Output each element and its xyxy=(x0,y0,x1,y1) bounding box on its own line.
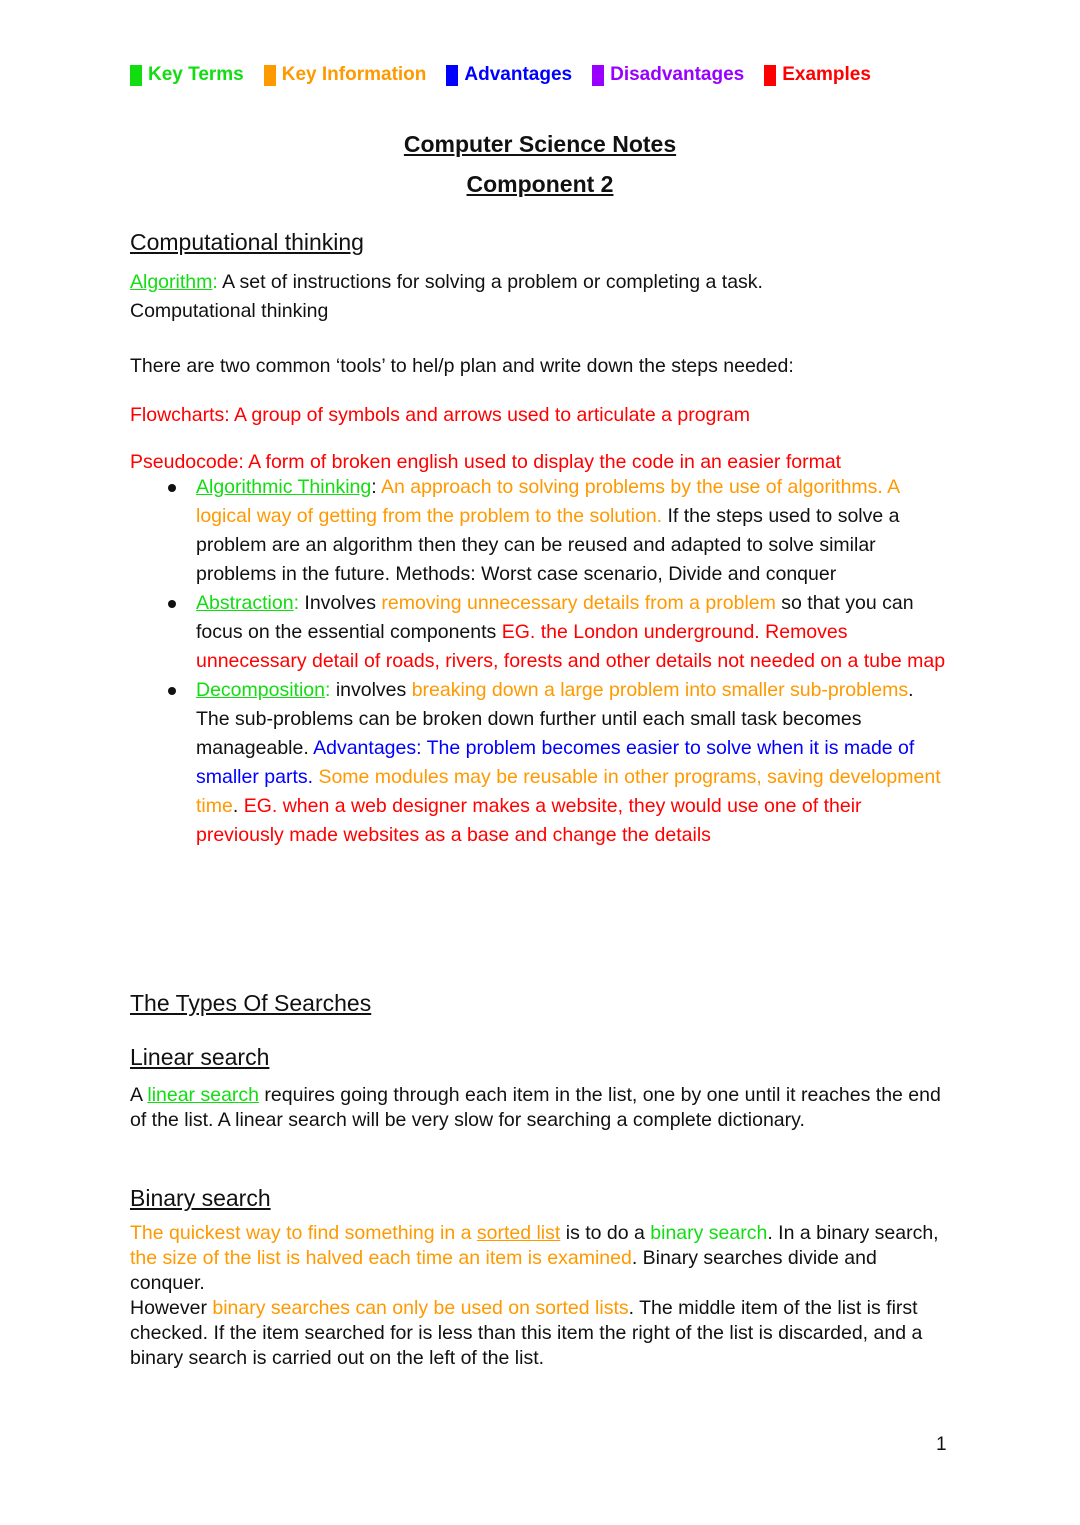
text-segment: : xyxy=(371,476,381,498)
legend-key-terms xyxy=(130,64,244,86)
bullet-abstraction xyxy=(130,589,950,676)
text-segment: . In a binary search, xyxy=(767,1222,939,1244)
page-number: 1 xyxy=(936,1434,947,1455)
text-segment: involves xyxy=(335,679,412,701)
bullet-list xyxy=(130,473,950,850)
text-segment: Advantages: The problem becomes easier to solve when it is made of smaller parts. xyxy=(196,737,915,788)
key-term-link: Algorithm xyxy=(130,271,213,293)
legend-label: Key Terms xyxy=(148,64,244,85)
text-segment: . xyxy=(232,795,244,817)
legend-key-information xyxy=(264,64,427,86)
swatch xyxy=(764,65,776,86)
bullet-decomposition xyxy=(130,676,950,850)
text-segment: breaking down a large problem into smaller sub-problems xyxy=(411,679,909,701)
color-legend xyxy=(130,64,891,86)
swatch xyxy=(446,65,458,86)
legend-label: Examples xyxy=(782,64,871,85)
legend-advantages xyxy=(446,64,572,86)
binary-search-paragraph xyxy=(130,1221,955,1371)
text-segment: : xyxy=(324,679,336,701)
heading-computational-thinking: Computational thinking xyxy=(130,229,364,255)
heading-binary-search: Binary search xyxy=(130,1185,271,1211)
document-subtitle: Component 2 xyxy=(466,171,614,197)
text-segment: so that you can focus on the essential components xyxy=(196,592,914,643)
flowcharts-paragraph xyxy=(130,401,950,430)
heading-linear-search: Linear search xyxy=(130,1044,270,1070)
swatch xyxy=(264,65,276,86)
text-segment: Involves xyxy=(304,592,382,614)
key-term-link: Abstraction xyxy=(196,592,294,614)
algorithm-paragraph xyxy=(130,268,950,326)
text-segment: . The sub-problems can be broken down further until each small task becomes manageable. xyxy=(196,679,914,759)
text-segment: There are two common ‘tools’ to hel/p plan and write down the steps needed: xyxy=(130,355,794,377)
text-segment: Flowcharts: A group of symbols and arrows used to articulate a program xyxy=(130,404,750,426)
text-segment: If the steps used to solve a problem are an algorithm then they can be reused and adapted to solve similar problems in the future. Methods: Worst case scenario, Divide and conquer xyxy=(196,505,900,585)
text-segment: removing unnecessary details from a problem xyxy=(381,592,776,614)
linear-search-paragraph xyxy=(130,1083,955,1133)
legend-label: Disadvantages xyxy=(610,64,745,85)
text-segment: Pseudocode: A form of broken english used to display the code in an easier format xyxy=(130,451,842,473)
swatch xyxy=(592,65,604,86)
text-segment: Some modules may be reusable in other programs, saving development time xyxy=(196,766,941,817)
text-segment: . Binary searches divide and conquer. xyxy=(130,1247,877,1294)
text-segment: requires going through each item in the list, one by one until it reaches the end of the list. A linear search will be very slow for searching a complete dictionary. xyxy=(130,1084,941,1131)
text-segment: A set of instructions for solving a problem or completing a task. xyxy=(222,271,763,293)
text-segment: The quickest way to find something in a xyxy=(130,1222,477,1244)
text-segment: binary searches can only be used on sorted lists xyxy=(212,1297,629,1319)
text-segment: : xyxy=(293,592,305,614)
text-segment: is to do a xyxy=(560,1222,651,1244)
heading-types-of-searches: The Types Of Searches xyxy=(130,990,372,1016)
legend-label: Key Information xyxy=(281,64,427,85)
text-segment: However xyxy=(130,1297,213,1319)
text-segment: Computational thinking xyxy=(130,300,329,322)
text-segment: the size of the list is halved each time an item is examined xyxy=(130,1247,632,1269)
text-segment: : xyxy=(212,271,223,293)
key-term-link: linear search xyxy=(147,1084,259,1106)
text-segment: . The middle item of the list is first checked. If the item searched for is less than this item the right of the list is discarded, and a binary search is carried out on the left of the list. xyxy=(130,1297,923,1369)
key-term-link: Algorithmic Thinking xyxy=(196,476,372,498)
bullet-algorithmic-thinking xyxy=(130,473,950,589)
text-segment: EG. the London underground. Removes unnecessary detail of roads, rivers, forests and other details not needed on a tube map xyxy=(196,621,946,672)
text-segment: An approach to solving problems by the use of algorithms. A logical way of getting from the problem to the solution. xyxy=(196,476,900,527)
legend-examples xyxy=(764,64,871,86)
document-title: Computer Science Notes xyxy=(403,131,677,157)
tools-paragraph xyxy=(130,352,950,381)
text-segment: binary search xyxy=(650,1222,768,1244)
text-segment: A xyxy=(130,1084,148,1106)
swatch xyxy=(130,65,142,86)
legend-disadvantages xyxy=(592,64,744,86)
key-term-link: sorted list xyxy=(476,1222,561,1244)
legend-label: Advantages xyxy=(464,64,573,85)
key-term-link: Decomposition xyxy=(196,679,325,701)
text-segment: EG. when a web designer makes a website, they would use one of their previously made websites as a base and change the details xyxy=(196,795,862,846)
